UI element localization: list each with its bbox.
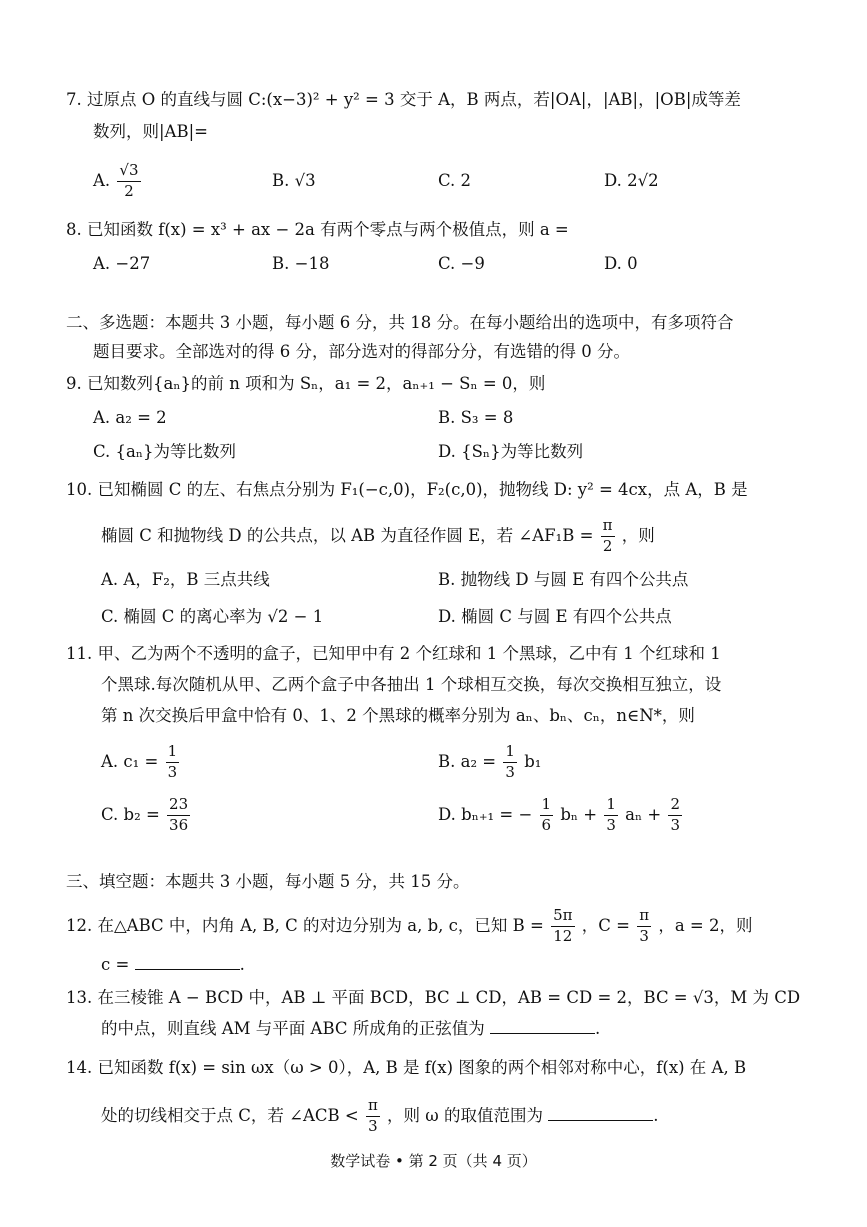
q11-option-c <box>101 797 192 834</box>
q11-option-d-denominator1: 6 <box>541 815 552 834</box>
section3-header: 三、填空题：本题共 3 小题，每小题 5 分，共 15 分。 <box>66 872 470 891</box>
q12-answer-prefix: c = <box>101 955 130 974</box>
q11-option-a <box>101 744 181 781</box>
q11-option-a-denominator: 3 <box>167 762 178 781</box>
q14-stem-pre: 处的切线相交于点 C，若 ∠ACB < <box>101 1105 359 1125</box>
q12-angle-c-numerator: π <box>637 908 651 927</box>
q7-option-d: D. 2√2 <box>604 171 659 190</box>
q7-option-a-fraction <box>117 163 140 200</box>
q12-stem-line2 <box>101 957 245 974</box>
q11-option-d-numerator1: 1 <box>540 797 554 816</box>
section2-header-line1: 二、多选题：本题共 3 小题，每小题 6 分，共 18 分。在每小题给出的选项中，有多项符合 <box>66 313 734 332</box>
q12-angle-b-fraction <box>551 908 574 945</box>
q12-angle-c-fraction <box>637 908 651 945</box>
q11-option-d-mid1: bₙ + <box>560 804 598 824</box>
q14-stem-line2 <box>101 1098 659 1135</box>
q14-answer-suffix: . <box>653 1105 659 1125</box>
q7-option-c: C. 2 <box>438 171 472 190</box>
q14-angle-fraction <box>366 1098 380 1135</box>
q11-option-b-post: b₁ <box>524 751 542 771</box>
q11-option-d-pre: D. bₙ₊₁ = − <box>438 804 533 824</box>
q9-stem: 9. 已知数列{aₙ}的前 n 项和为 Sₙ，a₁ = 2，aₙ₊₁ − Sₙ = 0，则 <box>66 374 546 393</box>
q11-option-b-denominator: 3 <box>505 762 515 781</box>
q7-option-a-label: A. <box>93 170 111 190</box>
q8-option-d: D. 0 <box>604 254 638 273</box>
q7-option-a <box>93 163 143 200</box>
q10-angle-denominator: 2 <box>602 536 613 555</box>
q10-stem-line2-pre: 椭圆 C 和抛物线 D 的公共点，以 AB 为直径作圆 E，若 ∠AF₁B = <box>101 525 594 545</box>
q11-option-d-fraction2 <box>604 797 618 834</box>
q7-option-a-numerator: √3 <box>117 163 140 182</box>
q12-angle-b-denominator: 12 <box>553 926 573 945</box>
q8-option-a: A. −27 <box>93 254 151 273</box>
q14-stem-line1: 14. 已知函数 f(x) = sin ωx（ω > 0），A, B 是 f(x) 图象的两个相邻对称中心，f(x) 在 A, B <box>66 1058 747 1077</box>
q11-option-d-fraction3 <box>668 797 682 834</box>
q10-stem-line1: 10. 已知椭圆 C 的左、右焦点分别为 F₁(−c,0)，F₂(c,0)，抛物线 D: y² = 4cx，点 A，B 是 <box>66 480 748 499</box>
q11-option-b-pre: B. a₂ = <box>438 751 497 771</box>
page-footer: 数学试卷 • 第 2 页（共 4 页） <box>330 1152 537 1170</box>
q10-stem-line2-post: ，则 <box>621 525 655 545</box>
q9-option-c: C. {aₙ}为等比数列 <box>93 442 236 461</box>
q11-option-a-pre: A. c₁ = <box>101 751 159 771</box>
q11-option-d-numerator2: 1 <box>604 797 618 816</box>
q14-angle-denominator: 3 <box>368 1116 378 1135</box>
q12-stem-post: ，a = 2，则 <box>658 915 753 935</box>
q9-option-a: A. a₂ = 2 <box>93 408 167 427</box>
q14-stem-mid: ，则 ω 的取值范围为 <box>387 1105 543 1125</box>
q11-option-b-fraction <box>503 744 517 781</box>
q9-option-b: B. S₃ = 8 <box>438 408 514 427</box>
q13-stem-line1: 13. 在三棱锥 A − BCD 中，AB ⊥ 平面 BCD，BC ⊥ CD，AB = CD = 2，BC = √3，M 为 CD <box>66 988 801 1007</box>
q11-option-d <box>438 797 684 834</box>
q11-stem-line2: 个黑球.每次随机从甲、乙两个盒子中各抽出 1 个球相互交换，每次交换相互独立，设 <box>101 675 722 694</box>
q10-angle-numerator: π <box>601 518 615 537</box>
q8-option-b: B. −18 <box>272 254 330 273</box>
q13-answer-suffix: . <box>595 1019 601 1038</box>
q12-answer-suffix: . <box>239 955 245 974</box>
q11-option-d-denominator3: 3 <box>670 815 681 834</box>
q11-option-c-fraction <box>167 797 190 834</box>
q12-stem-mid: ，C = <box>581 915 630 935</box>
q10-option-a: A. A，F₂，B 三点共线 <box>101 570 270 589</box>
q13-answer-blank[interactable] <box>490 1021 595 1034</box>
q13-stem-line2 <box>101 1021 600 1038</box>
q7-option-b: B. √3 <box>272 171 316 190</box>
q11-option-a-fraction <box>166 744 180 781</box>
q11-option-c-denominator: 36 <box>169 815 189 834</box>
q9-option-d: D. {Sₙ}为等比数列 <box>438 442 584 461</box>
q10-option-d: D. 椭圆 C 与圆 E 有四个公共点 <box>438 607 672 626</box>
q7-option-a-denominator: 2 <box>124 181 134 200</box>
q10-option-c: C. 椭圆 C 的离心率为 √2 − 1 <box>101 607 324 626</box>
q13-stem-pre: 的中点，则直线 AM 与平面 ABC 所成角的正弦值为 <box>101 1019 485 1038</box>
q8-option-c: C. −9 <box>438 254 485 273</box>
q11-option-a-numerator: 1 <box>166 744 180 763</box>
q11-option-b-numerator: 1 <box>503 744 517 763</box>
q12-stem-pre: 12. 在△ABC 中，内角 A, B, C 的对边分别为 a, b, c，已知 B = <box>66 915 544 935</box>
q10-stem-line2 <box>101 518 655 555</box>
section2-header-line2: 题目要求。全部选对的得 6 分，部分选对的得部分分，有选错的得 0 分。 <box>93 342 630 361</box>
q11-option-c-pre: C. b₂ = <box>101 804 160 824</box>
q10-angle-fraction <box>601 518 615 555</box>
q11-stem-line1: 11. 甲、乙为两个不透明的盒子，已知甲中有 2 个红球和 1 个黑球，乙中有 1 个红球和 1 <box>66 644 721 663</box>
q14-angle-numerator: π <box>366 1098 380 1117</box>
q12-answer-blank[interactable] <box>135 957 240 970</box>
q11-option-d-numerator3: 2 <box>668 797 682 816</box>
q14-answer-blank[interactable] <box>548 1108 653 1121</box>
q11-option-d-mid2: aₙ + <box>625 804 662 824</box>
q12-stem-line1 <box>66 908 752 945</box>
q7-stem-line1: 7. 过原点 O 的直线与圆 C:(x−3)² + y² = 3 交于 A，B 两点，若|OA|，|AB|，|OB|成等差 <box>66 90 741 109</box>
q11-option-d-fraction1 <box>540 797 554 834</box>
q8-stem: 8. 已知函数 f(x) = x³ + ax − 2a 有两个零点与两个极值点，则 a = <box>66 220 569 239</box>
q12-angle-b-numerator: 5π <box>551 908 574 927</box>
q12-angle-c-denominator: 3 <box>639 926 649 945</box>
q11-option-c-numerator: 23 <box>167 797 190 816</box>
q11-stem-line3: 第 n 次交换后甲盒中恰有 0、1、2 个黑球的概率分别为 aₙ、bₙ、cₙ，n∈N*，则 <box>101 706 695 725</box>
q11-option-d-denominator2: 3 <box>606 815 616 834</box>
q11-option-b <box>438 744 541 781</box>
q7-stem-line2: 数列，则|AB|= <box>93 122 208 141</box>
q10-option-b: B. 抛物线 D 与圆 E 有四个公共点 <box>438 570 689 589</box>
